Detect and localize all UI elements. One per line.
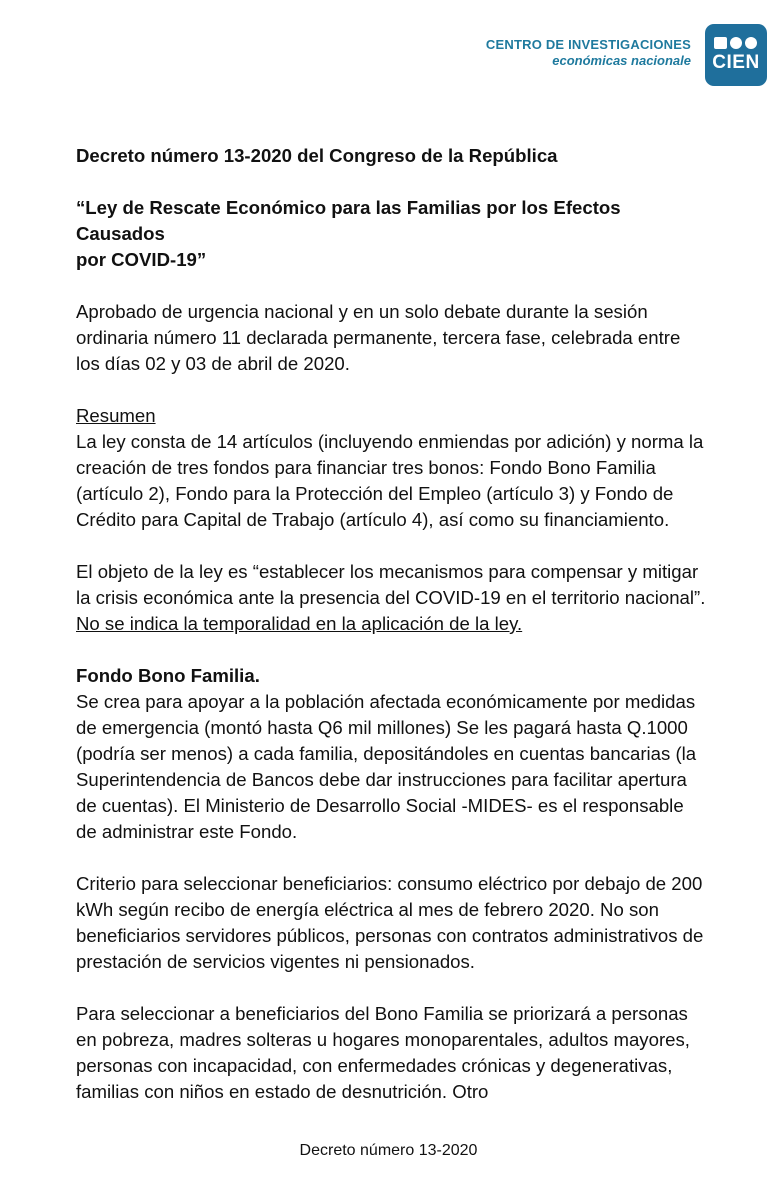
approval-paragraph: Aprobado de urgencia nacional y en un solo debate durante la sesión ordinaria número 11 declarada permanente, tercera fase, celebrada entre los días 02 y 03 de abril de 2020.	[76, 301, 681, 374]
org-name	[486, 24, 691, 69]
law-name-line2: por COVID-19”	[76, 249, 207, 270]
fund-body: Se crea para apoyar a la población afectada económicamente por medidas de emergencia (montó hasta Q6 mil millones) Se les pagará hasta Q.1000 (podría ser menos) a cada familia, depositándoles en cuentas bancarias (la Superintendencia de Bancos debe dar instrucciones para facilitar apertura de cuentas). El Ministerio de Desarrollo Social -MIDES- es el responsable de administrar este Fondo.	[76, 691, 697, 842]
page-footer: Decreto número 13-2020	[299, 1142, 478, 1159]
org-name-line1: CENTRO DE INVESTIGACIONES	[485, 37, 691, 52]
objective-note: No se indica la temporalidad en la aplicación de la ley.	[76, 613, 523, 634]
objective-text: El objeto de la ley es “establecer los mecanismos para compensar y mitigar la crisis económica ante la presencia del COVID-19 en el territorio nacional”.	[76, 561, 706, 608]
objective-paragraph	[76, 559, 706, 637]
org-name-line2: económicas nacionale	[552, 53, 691, 68]
document-title: Decreto número 13-2020 del Congreso de la República	[76, 145, 558, 166]
logo-text: CIEN	[712, 52, 760, 73]
logo-shapes	[714, 37, 760, 49]
priority-paragraph: Para seleccionar a beneficiarios del Bono Familia se priorizará a personas en pobreza, madres solteras u hogares monoparentales, adultos mayores, personas con incapacidad, con enfermedades crónicas y degenerativas, familias con niños en estado de desnutrición. Otro	[76, 1003, 690, 1102]
page-header	[486, 24, 767, 86]
criteria-paragraph: Criterio para seleccionar beneficiarios: consumo eléctrico por debajo de 200 kWh según recibo de energía eléctrica al mes de febrero 2020. No son beneficiarios servidores públicos, personas con contratos administrativos de prestación de servicios vigentes ni pensionados.	[76, 873, 704, 972]
fund-section	[76, 663, 706, 845]
summary-body: La ley consta de 14 artículos (incluyendo enmiendas por adición) y norma la creación de tres fondos para financiar tres bonos: Fondo Bono Familia (artículo 2), Fondo para la Protección del Empleo (artículo 3) y Fondo de Crédito para Capital de Trabajo (artículo 4), así como su financiamiento.	[76, 431, 704, 530]
summary-heading: Resumen	[76, 405, 156, 426]
summary-section	[76, 403, 706, 533]
law-name	[76, 195, 706, 273]
cien-logo	[705, 24, 767, 86]
fund-heading: Fondo Bono Familia.	[76, 665, 260, 686]
document-body	[76, 143, 706, 1131]
law-name-line1: “Ley de Rescate Económico para las Familias por los Efectos Causados	[76, 197, 621, 244]
